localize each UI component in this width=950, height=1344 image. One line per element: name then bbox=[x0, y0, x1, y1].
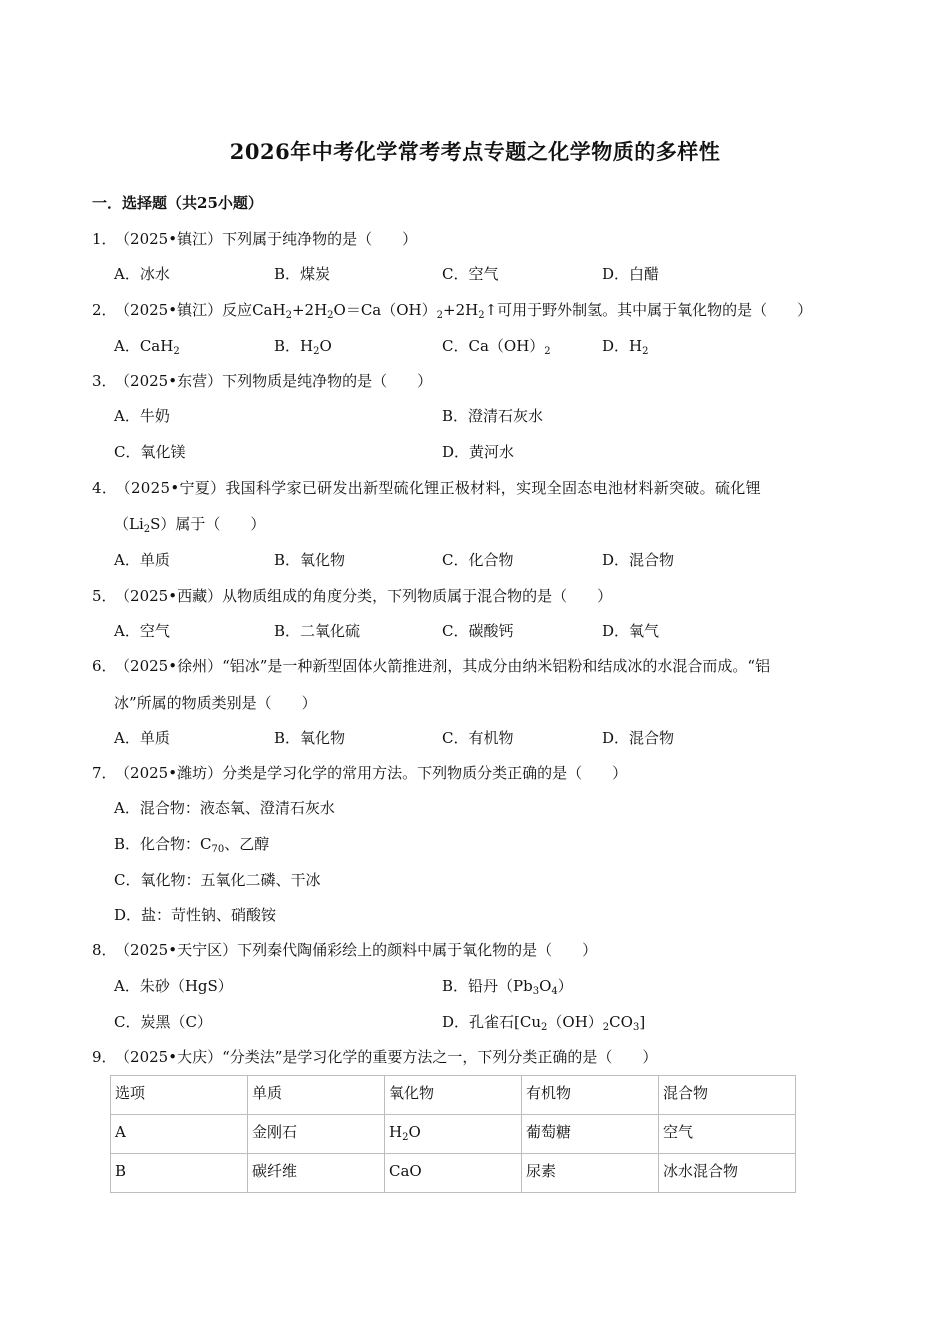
question-number: 4． bbox=[92, 479, 118, 497]
table-cell: 碳纤维 bbox=[248, 1154, 385, 1193]
question-6 bbox=[92, 655, 770, 676]
question-number: 8． bbox=[92, 941, 117, 959]
question-number: 9． bbox=[92, 1048, 117, 1066]
option-d: D．氧气 bbox=[602, 622, 660, 640]
option-b: B．煤炭 bbox=[274, 265, 331, 283]
option-a: A．冰水 bbox=[114, 265, 170, 283]
question-stem: （2025•徐州）“铝冰”是一种新型固体火箭推进剂，其成分由纳米铝粉和结成冰的水混合而成。“铝 bbox=[122, 657, 771, 675]
page-title: 2026年中考化学常考考点专题之化学物质的多样性 bbox=[229, 139, 721, 164]
option-c: C．氧化物：五氧化二磷、干冰 bbox=[114, 871, 321, 889]
table-cell: $H_2O$ bbox=[385, 1115, 522, 1154]
table-row bbox=[111, 1154, 796, 1193]
question-number: 7． bbox=[92, 764, 117, 782]
table-header-row bbox=[111, 1076, 796, 1115]
table-cell: 选项 bbox=[111, 1076, 248, 1115]
table-cell: 混合物 bbox=[659, 1076, 796, 1115]
option-c: C．炭黑（C） bbox=[114, 1013, 212, 1031]
option-a: A．朱砂（HgS） bbox=[114, 977, 233, 995]
option-d: D．盐：苛性钠、硝酸铵 bbox=[114, 906, 277, 924]
option-c: C．空气 bbox=[442, 265, 499, 283]
option-a: A．CaH$_2$ bbox=[114, 337, 180, 357]
question-number: 2． bbox=[92, 301, 117, 319]
classification-table bbox=[110, 1075, 796, 1193]
question-4-continued: $(Li_2S)$属于（ ） bbox=[114, 515, 266, 535]
option-c: C．碳酸钙 bbox=[442, 622, 514, 640]
table-cell: 有机物 bbox=[522, 1076, 659, 1115]
table-cell: A bbox=[111, 1115, 248, 1154]
option-a: A．单质 bbox=[114, 729, 170, 747]
option-d: D．孔雀石$[Cu_2(OH)_2CO_3]$ bbox=[442, 1013, 646, 1033]
question-9 bbox=[92, 1046, 657, 1067]
option-c: C．化合物 bbox=[442, 551, 514, 569]
option-a: A．单质 bbox=[114, 551, 170, 569]
option-d: D．混合物 bbox=[602, 729, 675, 747]
question-1 bbox=[92, 228, 417, 249]
option-d: D．混合物 bbox=[602, 551, 675, 569]
question-number: 3． bbox=[92, 372, 117, 390]
table-cell: 冰水混合物 bbox=[659, 1154, 796, 1193]
option-d: D．$H_2$ bbox=[602, 337, 649, 357]
option-c: C．氧化镁 bbox=[114, 443, 186, 461]
question-8 bbox=[92, 939, 597, 960]
question-stem: （2025•大庆）“分类法”是学习化学的重要方法之一，下列分类正确的是（ ） bbox=[122, 1048, 658, 1066]
option-b: B．$H_2O$ bbox=[274, 337, 332, 357]
question-stem: （2025•天宁区）下列秦代陶俑彩绘上的颜料中属于氧化物的是（ ） bbox=[122, 941, 598, 959]
question-number: 5． bbox=[92, 587, 117, 605]
table-cell: B bbox=[111, 1154, 248, 1193]
table-cell: 尿素 bbox=[522, 1154, 659, 1193]
question-stem: （2025•镇江）反应$CaH_2+2H_2O=Ca(OH)_2+2H_2↑$可用于野外制氢。其中属于氧化物的是（ ） bbox=[122, 301, 813, 321]
option-c: C．有机物 bbox=[442, 729, 514, 747]
option-b: B．化合物：$C_{70}$、乙醇 bbox=[114, 835, 270, 855]
table-cell: 氧化物 bbox=[385, 1076, 522, 1115]
question-stem: （2025•东营）下列物质是纯净物的是（ ） bbox=[122, 372, 433, 390]
option-b: B．氧化物 bbox=[274, 551, 346, 569]
table-cell: 葡萄糖 bbox=[522, 1115, 659, 1154]
option-b: B．氧化物 bbox=[274, 729, 346, 747]
question-7 bbox=[92, 762, 627, 783]
option-d: D．白醋 bbox=[602, 265, 660, 283]
question-stem: （2025•潍坊）分类是学习化学的常用方法。下列物质分类正确的是（ ） bbox=[122, 764, 628, 782]
question-6-continued: 冰”所属的物质类别是（ ） bbox=[114, 694, 317, 712]
option-b: B．澄清石灰水 bbox=[442, 407, 544, 425]
question-5 bbox=[92, 585, 612, 606]
question-stem: （2025•西藏）从物质组成的角度分类，下列物质属于混合物的是（ ） bbox=[122, 587, 613, 605]
option-a: A．空气 bbox=[114, 622, 170, 640]
option-c: C．$Ca(OH)_2$ bbox=[442, 337, 551, 357]
option-a: A．牛奶 bbox=[114, 407, 170, 425]
question-4 bbox=[92, 477, 761, 498]
question-3 bbox=[92, 370, 432, 391]
table-cell: CaO bbox=[385, 1154, 522, 1193]
table-cell: 单质 bbox=[248, 1076, 385, 1115]
question-number: 6． bbox=[92, 657, 117, 675]
question-stem: （2025•宁夏）我国科学家已研发出新型硫化锂正极材料，实现全固态电池材料新突破。硫化锂 bbox=[123, 479, 761, 497]
option-b: B．铅丹$(Pb_3O_4)$ bbox=[442, 977, 573, 997]
option-d: D．黄河水 bbox=[442, 443, 515, 461]
section-heading: 一．选择题（共25小题） bbox=[92, 194, 263, 212]
option-a: A．混合物：液态氧、澄清石灰水 bbox=[114, 799, 335, 817]
question-2 bbox=[92, 299, 812, 320]
table-cell: 金刚石 bbox=[248, 1115, 385, 1154]
table-row bbox=[111, 1115, 796, 1154]
option-b: B．二氧化硫 bbox=[274, 622, 361, 640]
question-stem: （2025•镇江）下列属于纯净物的是（ ） bbox=[122, 230, 418, 248]
table-cell: 空气 bbox=[659, 1115, 796, 1154]
question-number: 1． bbox=[92, 230, 117, 248]
